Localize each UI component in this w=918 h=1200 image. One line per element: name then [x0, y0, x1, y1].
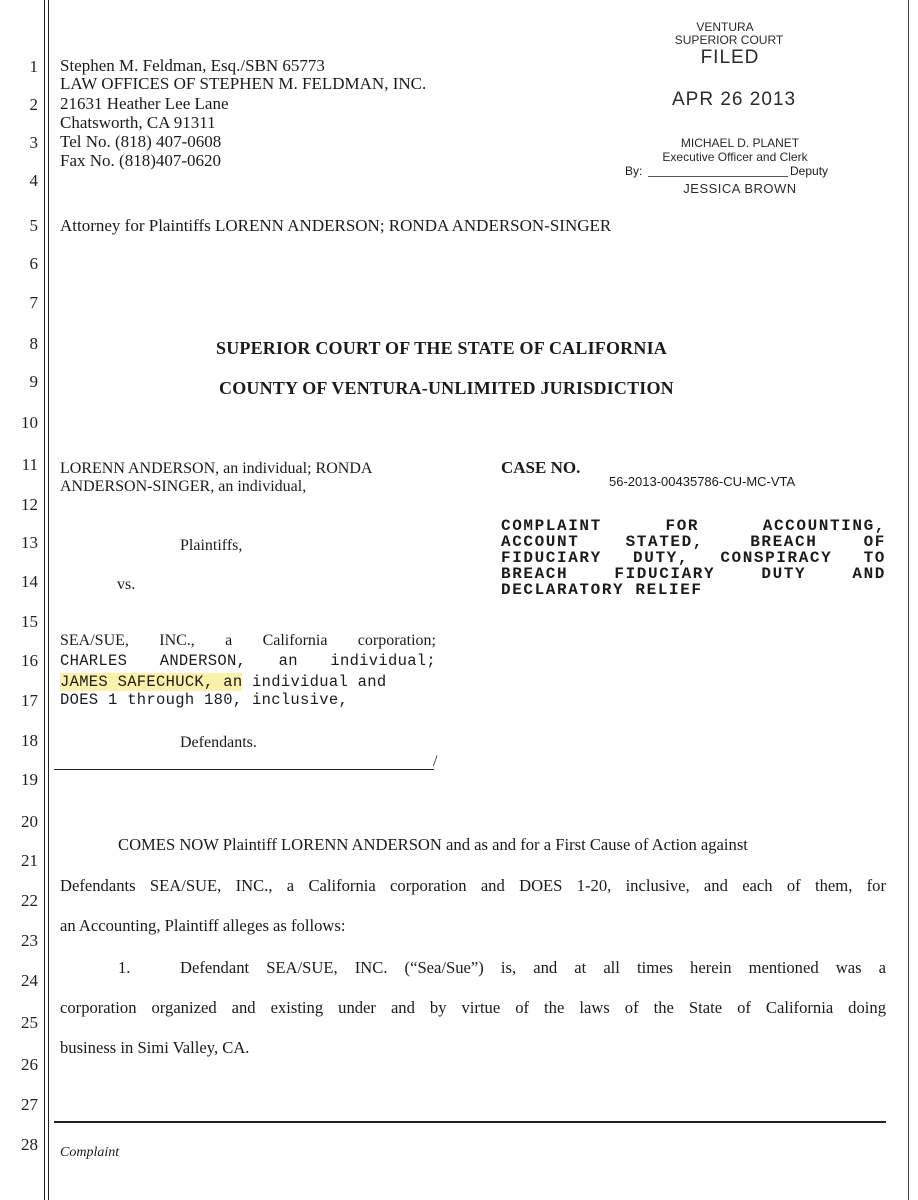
defendants-label: Defendants.: [180, 734, 257, 751]
stamp-officer-title: Executive Officer and Clerk: [662, 150, 808, 164]
defendant-line-2: [60, 653, 436, 670]
complaint-title-line: BREACH FIDUCIARY DUTY AND: [501, 565, 886, 583]
stamp-by: By:: [625, 164, 643, 178]
stamp-deputy-name: JESSICA BROWN: [683, 181, 797, 196]
caption-divider: [54, 769, 434, 770]
line-number: 9: [29, 372, 38, 391]
line-number: 2: [29, 95, 38, 114]
line-number: 7: [29, 293, 38, 312]
complaint-title: [501, 518, 886, 598]
complaint-title-line: FIDUCIARY DUTY, CONSPIRACY TO: [501, 549, 886, 567]
defendant-line-1: SEA/SUE, INC., a California corporation;: [60, 632, 436, 649]
line-number: 4: [29, 171, 38, 190]
complaint-title-line: COMPLAINT FOR ACCOUNTING,: [501, 517, 886, 535]
defendant-line-3: [60, 673, 436, 691]
paragraph-1-line-3: an Accounting, Plaintiff alleges as follows:: [60, 916, 346, 935]
stamp-filed: FILED: [700, 47, 760, 68]
line-number: 27: [21, 1095, 38, 1114]
line-number: 6: [29, 254, 38, 273]
footer-rule: [54, 1121, 886, 1123]
paragraph-2-line-2: corporation organized and existing under and by virtue of the laws of the State of California doing: [60, 998, 886, 1017]
stamp-deputy: Deputy: [790, 164, 829, 178]
line-number: 18: [21, 731, 38, 750]
line-number: 24: [21, 971, 38, 990]
versus: vs.: [117, 576, 136, 593]
line-number: 28: [21, 1135, 38, 1154]
attorney-name: Stephen M. Feldman, Esq./SBN 65773: [60, 56, 325, 75]
complaint-title-line: DECLARATORY RELIEF: [501, 581, 703, 599]
line-number: 5: [29, 216, 38, 235]
line-number: 8: [29, 334, 38, 353]
defendant-line-3-rest: individual and: [242, 673, 387, 691]
line-number: 13: [21, 533, 38, 552]
paragraph-2-line-3: business in Simi Valley, CA.: [60, 1038, 250, 1057]
margin-rule-left-inner: [48, 0, 49, 1200]
line-number: 22: [21, 891, 38, 910]
margin-rule-left-outer: [44, 0, 45, 1200]
line-number: 1: [29, 57, 38, 76]
attorney-fax: Fax No. (818)407-0620: [60, 151, 222, 170]
line-number: 11: [21, 455, 38, 474]
highlighted-defendant-name: JAMES SAFECHUCK, an: [60, 673, 243, 691]
defendant-line-4: DOES 1 through 180, inclusive,: [60, 691, 349, 709]
line-number: 12: [21, 495, 38, 514]
line-number: 25: [21, 1013, 38, 1032]
line-number: 17: [21, 691, 38, 710]
stamp-signature-line: [648, 176, 788, 177]
plaintiffs-line-1: LORENN ANDERSON, an individual; RONDA: [60, 460, 373, 477]
line-number: 21: [21, 851, 38, 870]
paragraph-1-line-2: Defendants SEA/SUE, INC., a California corporation and DOES 1-20, inclusive, and each of them, for: [60, 876, 886, 895]
attorney-tel: Tel No. (818) 407-0608: [60, 132, 222, 151]
complaint-title-line: ACCOUNT STATED, BREACH OF: [501, 533, 886, 551]
line-number: 10: [21, 413, 38, 432]
item-number: 1.: [118, 958, 131, 977]
plaintiffs-line-2: ANDERSON-SINGER, an individual,: [60, 478, 307, 495]
paragraph-2-line-1: Defendant SEA/SUE, INC. (“Sea/Sue”) is, and at all times herein mentioned was a: [180, 958, 886, 977]
margin-rule-right: [908, 0, 909, 1200]
attorney-city: Chatsworth, CA 91311: [60, 113, 216, 132]
court-name: SUPERIOR COURT OF THE STATE OF CALIFORNIA: [216, 338, 667, 358]
caption-slash: /: [433, 753, 438, 770]
stamp-ventura: VENTURA: [696, 20, 754, 34]
line-number: 3: [29, 133, 38, 152]
stamp-date: APR 26 2013: [672, 89, 797, 110]
stamp-superior-court: SUPERIOR COURT: [674, 33, 784, 47]
line-number: 16: [21, 651, 38, 670]
attorney-street: 21631 Heather Lee Lane: [60, 94, 229, 113]
line-number: 14: [21, 572, 38, 591]
attorney-firm: LAW OFFICES OF STEPHEN M. FELDMAN, INC.: [60, 74, 427, 93]
line-number: 19: [21, 770, 38, 789]
stamp-officer: MICHAEL D. PLANET: [680, 136, 800, 150]
paragraph-1-line-1: COMES NOW Plaintiff LORENN ANDERSON and as and for a First Cause of Action against: [118, 835, 748, 854]
line-number: 15: [21, 612, 38, 631]
footer-label: Complaint: [60, 1145, 120, 1160]
line-number: 20: [21, 812, 38, 831]
attorney-for: Attorney for Plaintiffs LORENN ANDERSON; RONDA ANDERSON-SINGER: [60, 216, 612, 235]
line-number: 26: [21, 1055, 38, 1074]
defendant-charles: CHARLES ANDERSON, an individual;: [60, 652, 436, 670]
case-number: 56-2013-00435786-CU-MC-VTA: [609, 474, 796, 489]
plaintiffs-label: Plaintiffs,: [180, 537, 243, 554]
case-number-label: CASE NO.: [501, 458, 581, 477]
court-county: COUNTY OF VENTURA-UNLIMITED JURISDICTION: [219, 378, 674, 398]
line-number: 23: [21, 931, 38, 950]
